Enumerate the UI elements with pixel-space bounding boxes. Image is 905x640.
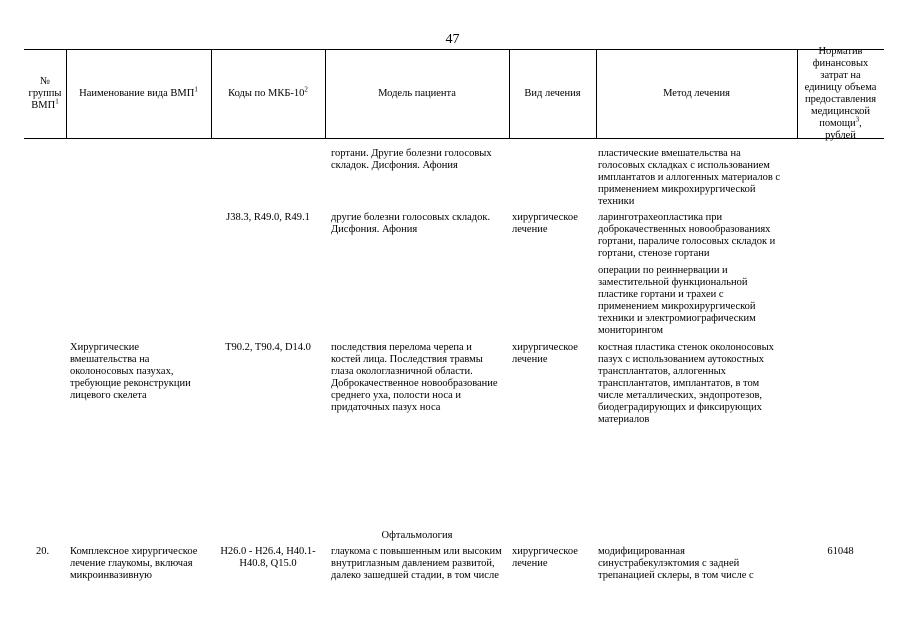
header-treatment-type: Вид лечения [524, 87, 581, 99]
header-type-name: Наименование вида ВМП$^1$ [79, 85, 198, 99]
table-row-1-method: пластические вмешательства на голосовых складках с использованием имплантатов и аллогенных материалов с применением микрохирургической техники [598, 148, 781, 207]
table-row-20-treatment: хирургическое лечение [512, 546, 578, 569]
page-number: 47 [445, 32, 460, 47]
table-row-1-model: гортани. Другие болезни голосовых складок. Дисфония. Афония [331, 148, 492, 171]
table-row-3-method: операции по реиннервации и заместительной функциональной пластике гортани и трахеи с применением микрохирургической техники и электромиографическим мониторингом [598, 265, 756, 336]
header-patient-model: Модель пациента [378, 87, 456, 99]
section-title: Офтальмология [381, 530, 453, 541]
table-row-2-model: другие болезни голосовых складок. Дисфония. Афония [331, 212, 491, 235]
table-row-2-codes: J38.3, R49.0, R49.1 [226, 212, 310, 223]
table-row-20-name: Комплексное хирургическое лечение глаукомы, включая микроинвазивную [70, 546, 198, 581]
table-row-4-treatment: хирургическое лечение [512, 342, 578, 365]
table-row-20-method: модифицированная синустрабекулэктомия с задней трепанацией склеры, в том числе с [598, 546, 754, 581]
table-row-2-method: ларинготрахеопластика при доброкачественных новообразованиях гортани, параличе голосовых складок и гортани, стенозе гортани [598, 212, 776, 259]
header-group-no: № группы ВМП$^1$ [28, 75, 62, 111]
table-row-4-method: костная пластика стенок околоносовых пазух с использованием аутокостных трансплантатов, аллогенных трансплантатов, имплантатов, в том числе металлических, эндопротезов, биодеградирующих и фиксирующих материалов [598, 342, 774, 425]
table-row-20-number: 20. [36, 546, 50, 557]
table-row-2-treatment: хирургическое лечение [512, 212, 578, 235]
header-norm: Норматив финансовых затрат на единицу объема предоставления медицинской помощи$^3$, рублей [804, 45, 877, 141]
table-row-20-norm: 61048 [827, 546, 854, 557]
table-row-4-codes: T90.2, T90.4, D14.0 [225, 342, 311, 353]
header-treatment-method: Метод лечения [663, 87, 730, 99]
table-row-20-codes: H26.0 - H26.4, H40.1- H40.8, Q15.0 [220, 546, 316, 569]
table-row-4-name: Хирургические вмешательства на околоносовых пазухах, требующие реконструкции лицевого скелета [70, 342, 191, 401]
header-codes: Коды по МКБ-$10^2$ [228, 85, 308, 99]
table-row-4-model: последствия перелома черепа и костей лица. Последствия травмы глаза окологлазничной области. Доброкачественное новообразование среднего уха, полости носа и придаточных пазух носа [331, 342, 498, 413]
table-row-20-model: глаукома с повышенным или высоким внутриглазным давлением развитой, далеко зашедшей стадии, в том числе [331, 546, 502, 581]
table-header-bottom-border [24, 138, 884, 139]
